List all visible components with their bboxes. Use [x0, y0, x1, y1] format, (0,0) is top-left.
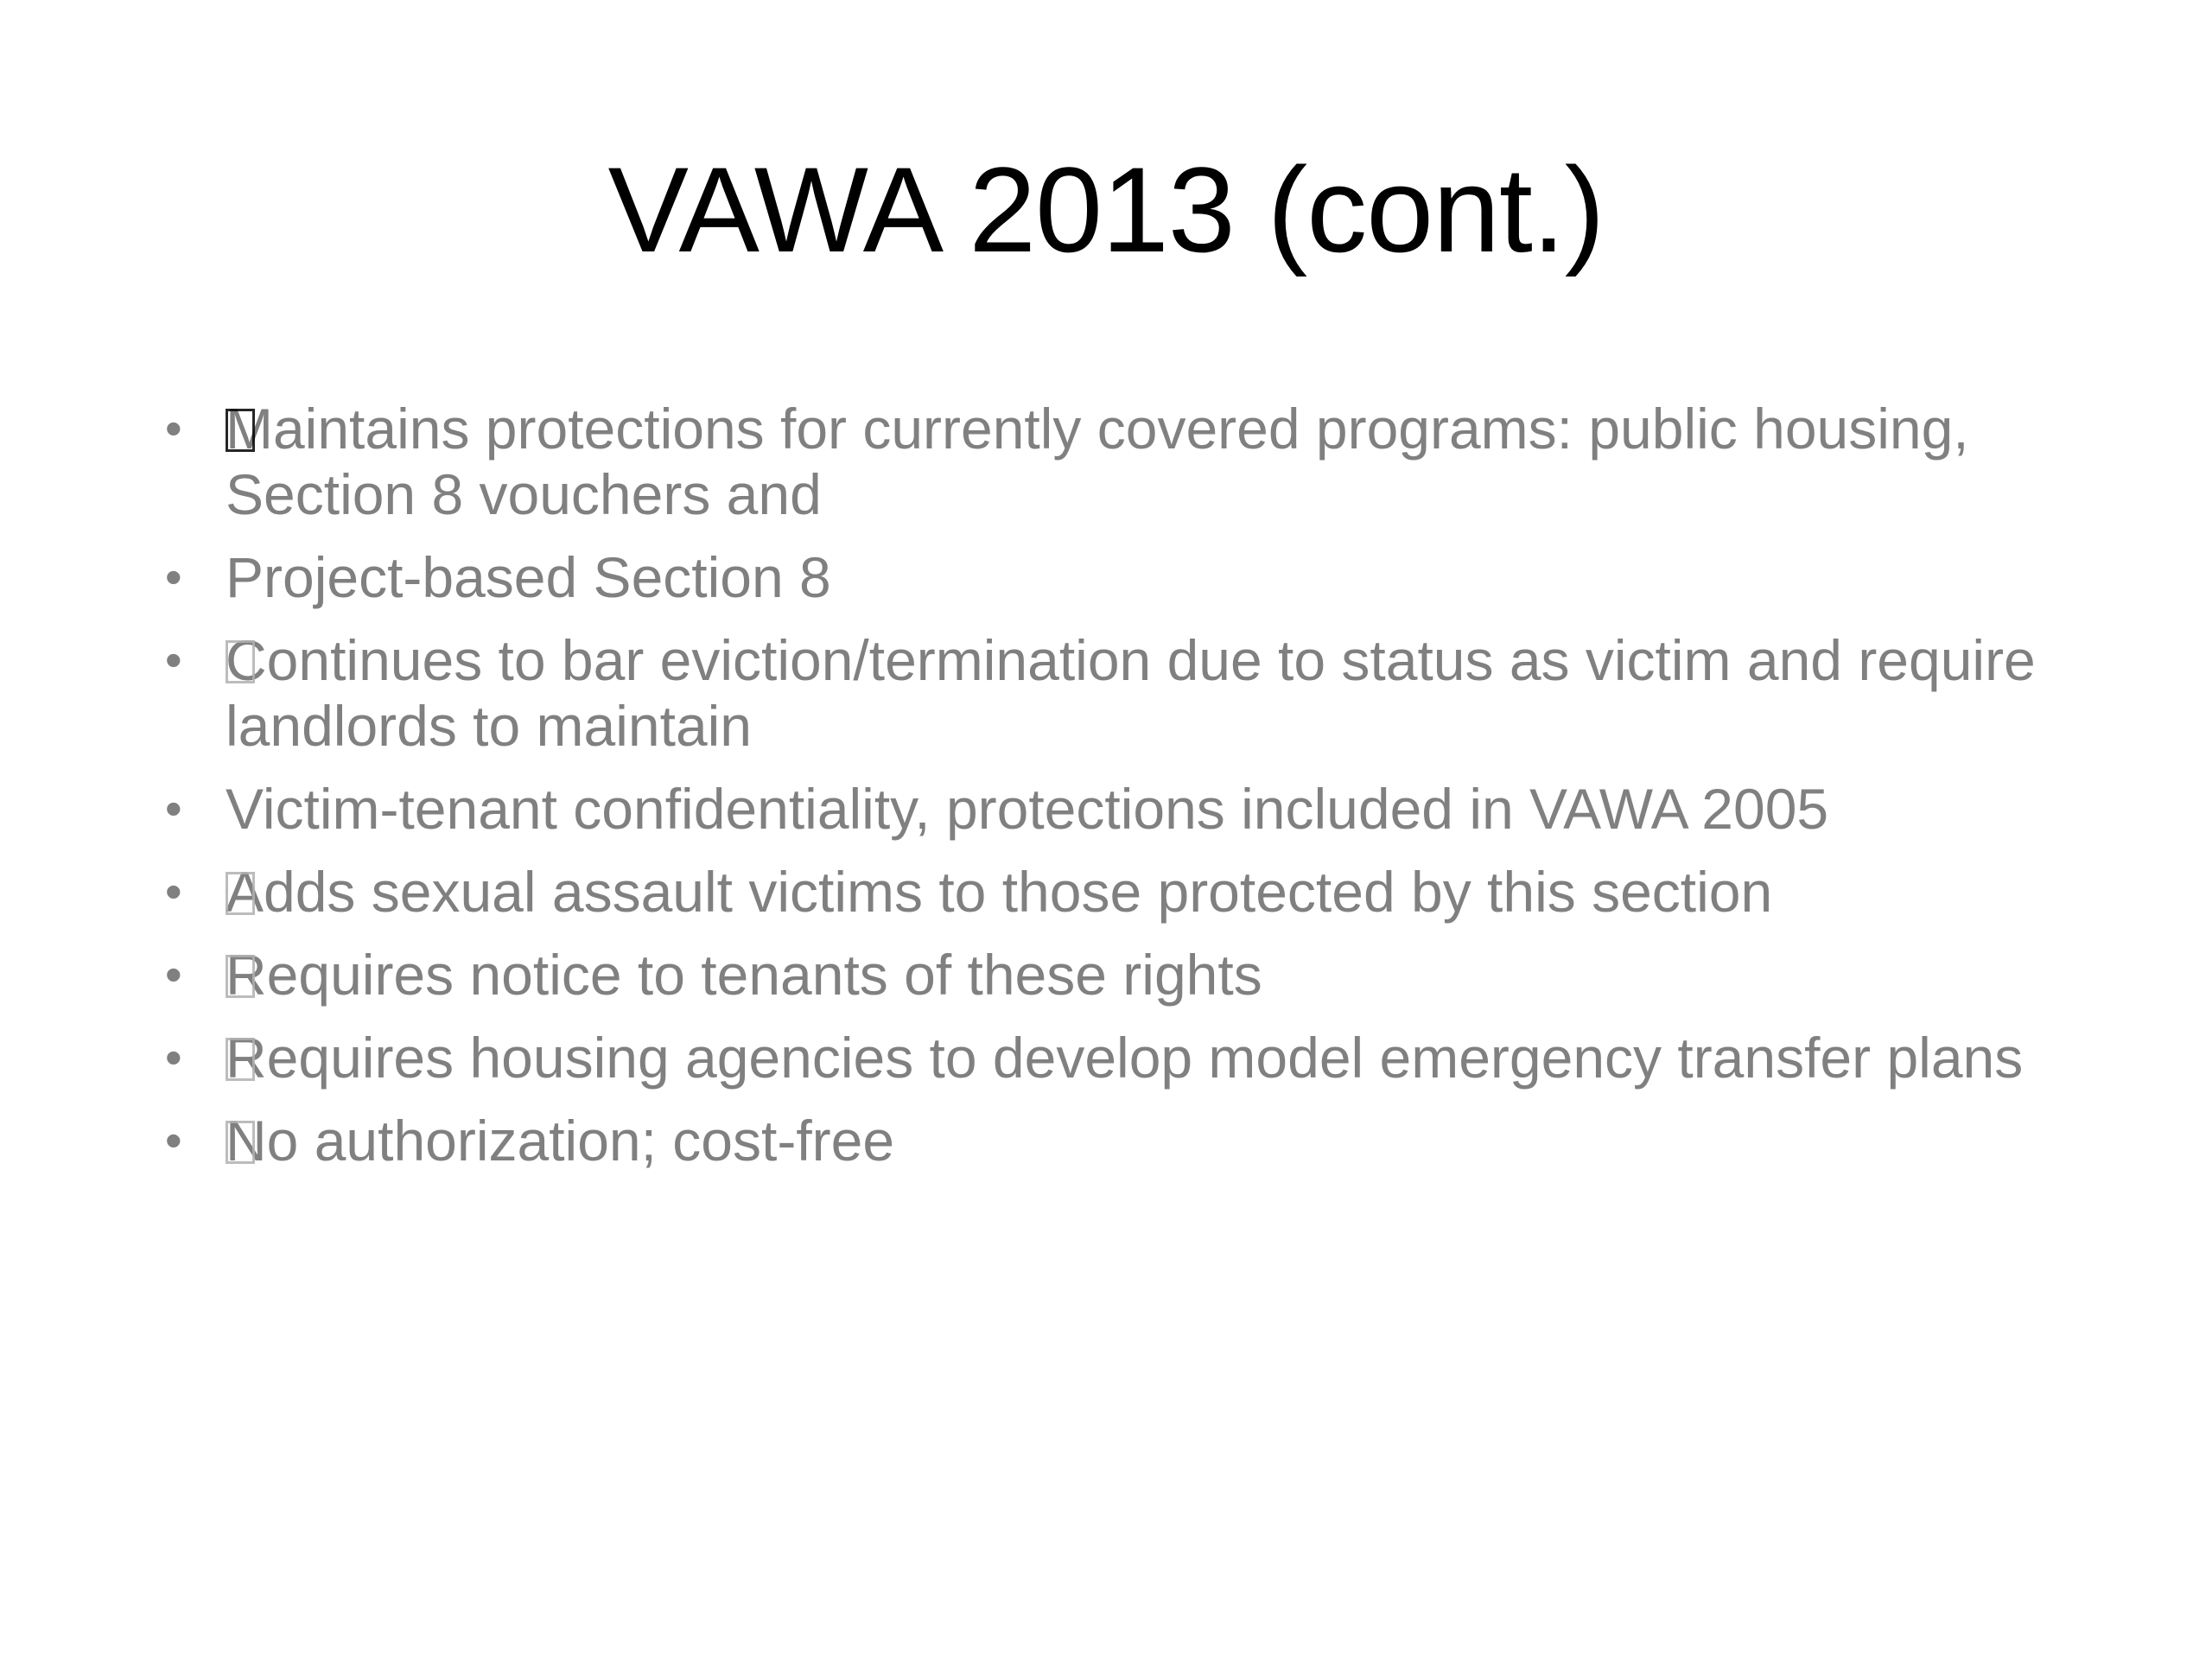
bullet-dot-icon: •	[165, 401, 182, 455]
bullet-item	[160, 1108, 2087, 1173]
bullet-item	[160, 776, 2087, 842]
bullet-text: Victim-tenant confidentiality, protections included in VAWA 2005	[226, 777, 1829, 841]
bullet-dot-icon: •	[165, 550, 182, 604]
bullet-text: Requires notice to tenants of these rights	[226, 943, 1262, 1007]
bullet-text: Maintains protections for currently covered programs: public housing, Section 8 vouchers and	[226, 397, 1969, 526]
bullet-dot-icon: •	[165, 632, 182, 687]
bullet-list	[160, 396, 2087, 1191]
bullet-item	[160, 1025, 2087, 1090]
bullet-dot-icon: •	[165, 781, 182, 836]
bullet-item	[160, 396, 2087, 527]
bullet-item	[160, 627, 2087, 759]
bullet-dot-icon: •	[165, 1030, 182, 1084]
bullet-text: No authorization; cost-free	[226, 1109, 895, 1173]
bullet-dot-icon: •	[165, 947, 182, 1001]
bullet-item	[160, 544, 2087, 610]
bullet-item	[160, 942, 2087, 1007]
slide-title: VAWA 2013 (cont.)	[607, 142, 1605, 277]
bullet-text: Project-based Section 8	[226, 545, 831, 609]
bullet-item	[160, 859, 2087, 925]
bullet-text: Continues to bar eviction/termination due to status as victim and require landlords to maintain	[226, 628, 2036, 758]
bullet-dot-icon: •	[165, 864, 182, 918]
bullet-dot-icon: •	[165, 1113, 182, 1167]
bullet-text: Adds sexual assault victims to those protected by this section	[226, 860, 1773, 924]
bullet-text: Requires housing agencies to develop model emergency transfer plans	[226, 1026, 2024, 1090]
